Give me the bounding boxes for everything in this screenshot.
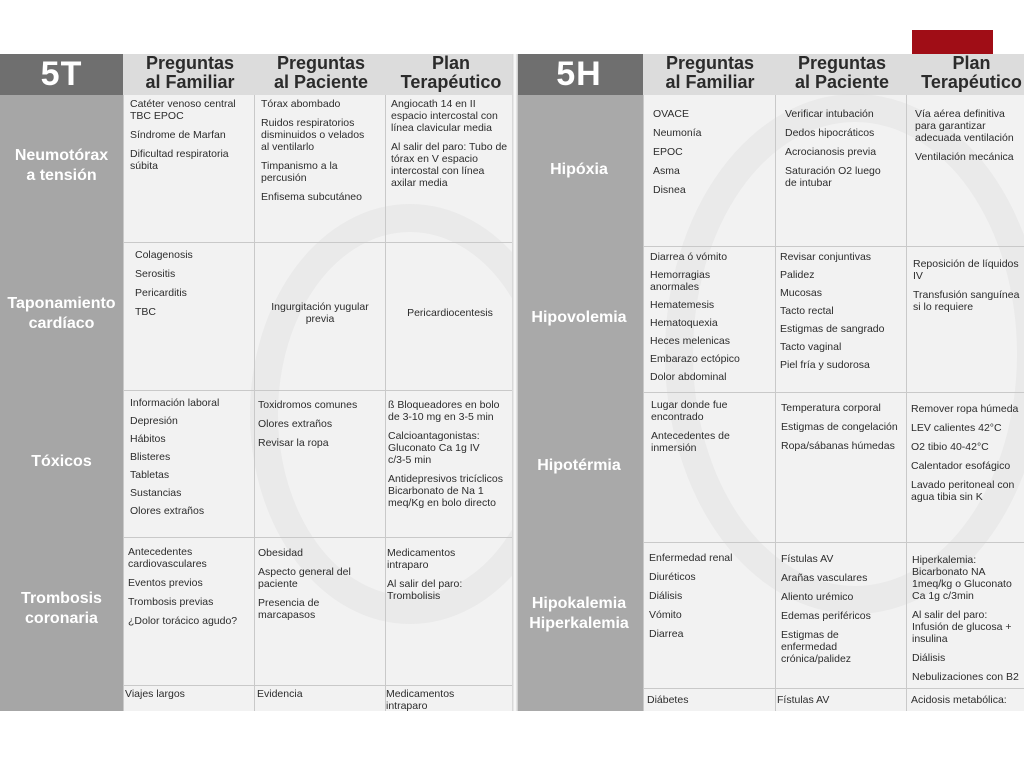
cell-item: Arañas vasculares	[781, 572, 868, 584]
cell-item: Ingurgitación yugular previa	[271, 301, 369, 325]
cell-plan	[915, 108, 1024, 170]
column-divider	[643, 95, 644, 711]
cell-paciente	[261, 98, 385, 210]
cell-item: TBC	[135, 306, 156, 318]
cell-item: Nebulizaciones con B2	[912, 671, 1019, 683]
cell-familiar	[651, 399, 775, 461]
row-divider	[643, 392, 1024, 393]
cell-item: Calcioantagonistas: Gluconato Ca 1g IV c/3-5 min	[388, 430, 480, 466]
cell-familiar	[128, 546, 254, 634]
cell-item: Heces melenicas	[650, 335, 730, 347]
cell-item: Diuréticos	[649, 571, 696, 583]
row-label-trombosis: Trombosis coronaria	[21, 590, 102, 627]
cell-item: EPOC	[653, 146, 683, 158]
header-plan-terapeutico	[909, 54, 1024, 95]
cell-item: Tórax abombado	[261, 98, 341, 110]
cell-item: Viajes largos	[125, 688, 185, 700]
cell-item: Diarrea ó vómito	[650, 251, 728, 263]
cell-paciente	[781, 553, 905, 672]
cell-item: Vía aérea definitiva para garantizar adecuada ventilación	[915, 108, 1014, 144]
cell-plan	[386, 243, 514, 390]
column-divider	[385, 95, 386, 711]
cell-plan	[388, 399, 513, 516]
cell-item: Fístulas AV	[777, 694, 830, 706]
header-label: Preguntas al Paciente	[794, 54, 890, 92]
cell-item: Hemorragias anormales	[650, 269, 711, 293]
cell-plan	[391, 98, 513, 196]
cell-item: Aspecto general del paciente	[258, 566, 351, 590]
cell-item: Aliento urémico	[781, 591, 854, 603]
cell-item: Estigmas de enfermedad crónica/palidez	[781, 629, 852, 665]
column-divider	[254, 95, 255, 711]
cell-item: Enfermedad renal	[649, 552, 733, 564]
row-divider	[123, 685, 515, 686]
cell-item: OVACE	[653, 108, 689, 120]
cell-item: Mucosas	[780, 287, 823, 299]
page-fold	[512, 54, 518, 711]
header-label: Plan Terapéutico	[400, 54, 502, 92]
cell-item: Edemas periféricos	[781, 610, 871, 622]
cell-item: Piel fría y sudorosa	[780, 359, 870, 371]
cell-item: Temperatura corporal	[781, 402, 881, 414]
cell-paciente	[255, 243, 385, 390]
cell-item: Transfusión sanguínea si lo requiere	[913, 289, 1020, 313]
cell-item: Toxidromos comunes	[258, 399, 358, 411]
cell-item: Presencia de marcapasos	[258, 597, 320, 621]
cell-item: Calentador esofágico	[911, 460, 1011, 472]
cell-item: Asma	[653, 165, 680, 177]
cell-item: Ropa/sábanas húmedas	[781, 440, 895, 452]
cell-item: Dolor abdominal	[650, 371, 727, 383]
cell-item: Pericarditis	[135, 287, 187, 299]
cell-item: Diálisis	[649, 590, 683, 602]
cell-item: Evidencia	[257, 688, 303, 700]
cell-item: Al salir del paro: Tubo de tórax en V espacio intercostal con línea axilar media	[391, 141, 508, 189]
cell-familiar	[650, 251, 774, 389]
cell-paciente	[785, 108, 905, 196]
cell-plan	[911, 694, 1024, 711]
cell-item: Tacto rectal	[780, 305, 834, 317]
cell-item: Enfisema subcutáneo	[261, 191, 362, 203]
row-divider	[123, 537, 515, 538]
cell-item: Trombosis previas	[128, 596, 214, 608]
cell-item: Al salir del paro: Infusión de glucosa + insulina	[912, 609, 1012, 645]
cell-paciente	[258, 547, 384, 628]
cell-item: Sustancias	[130, 487, 182, 499]
row-divider	[123, 390, 515, 391]
cell-item: Ruidos respiratorios disminuidos o velados al ventilarlo	[261, 117, 365, 153]
section-code: 5T	[0, 54, 123, 95]
red-corner-marker	[912, 30, 993, 54]
cell-item: Síndrome de Marfan	[130, 129, 226, 141]
cell-paciente	[258, 399, 384, 456]
cell-item: Embarazo ectópico	[650, 353, 740, 365]
cell-item: Estigmas de congelación	[781, 421, 898, 433]
row-label-hipoxia: Hipóxia	[550, 161, 608, 178]
cell-item: Timpanismo a la percusión	[261, 160, 338, 184]
cell-item: Lavado peritoneal con agua tibia sin K	[911, 479, 1015, 503]
cell-item: Catéter venoso central TBC EPOC	[130, 98, 236, 122]
header-preguntas-familiar	[645, 54, 775, 95]
header-label: Preguntas al Familiar	[145, 54, 235, 92]
cell-item: Fístulas AV	[781, 553, 834, 565]
cell-item: Reposición de líquidos IV	[913, 258, 1019, 282]
cell-item: Colagenosis	[135, 249, 193, 261]
cell-familiar	[135, 249, 253, 325]
cell-item: Palidez	[780, 269, 815, 281]
header-plan-terapeutico	[387, 54, 515, 95]
cell-item: Diábetes	[647, 694, 689, 706]
cell-plan	[911, 403, 1024, 510]
cell-item: Acrocianosis previa	[785, 146, 877, 158]
row-label-hipovolemia: Hipovolemia	[531, 309, 627, 326]
cell-item: ¿Dolor torácico agudo?	[128, 615, 238, 627]
cell-familiar	[125, 688, 254, 707]
panel-5h	[515, 54, 1024, 711]
row-label-toxicos: Tóxicos	[31, 453, 92, 470]
cell-item: Tacto vaginal	[780, 341, 842, 353]
header-preguntas-paciente	[256, 54, 386, 95]
cell-plan	[912, 554, 1024, 690]
cell-item: Revisar la ropa	[258, 437, 329, 449]
cell-item: Serositis	[135, 268, 176, 280]
cell-item: Estigmas de sangrado	[780, 323, 885, 335]
cell-item: Antecedentes cardiovasculares	[128, 546, 207, 570]
cell-item: Ventilación mecánica	[915, 151, 1014, 163]
cell-familiar	[130, 397, 254, 523]
cell-item: Verificar intubación	[785, 108, 874, 120]
cell-item: Dificultad respiratoria súbita	[130, 148, 229, 172]
row-divider	[643, 542, 1024, 543]
cell-item: Remover ropa húmeda	[911, 403, 1019, 415]
cell-item: Acidosis metabólica:	[911, 694, 1007, 706]
section-code: 5H	[515, 54, 643, 95]
column-divider	[906, 95, 907, 711]
row-label-neumotorax: Neumotórax a tensión	[14, 147, 109, 184]
cell-familiar	[130, 98, 254, 179]
cell-plan	[386, 688, 513, 711]
cell-paciente	[780, 251, 905, 377]
cell-familiar	[653, 108, 773, 203]
cell-item: Lugar donde fue encontrado	[651, 399, 728, 423]
cell-paciente	[781, 402, 905, 459]
cell-item: LEV calientes 42°C	[911, 422, 1002, 434]
cell-item: Medicamentos intraparo	[386, 688, 455, 711]
cell-item: Olores extraños	[258, 418, 333, 430]
cell-item: Revisar conjuntivas	[780, 251, 872, 263]
cell-plan	[913, 258, 1024, 320]
cell-item: ß Bloqueadores en bolo de 3-10 mg en 3-5 min	[388, 399, 500, 423]
cell-item: Angiocath 14 en II espacio intercostal con línea clavicular media	[391, 98, 498, 134]
cell-paciente	[257, 688, 383, 707]
cell-item: Vómito	[649, 609, 682, 621]
cell-item: Medicamentos intraparo	[387, 547, 456, 571]
cell-familiar	[647, 694, 773, 711]
column-divider	[775, 95, 776, 711]
cell-item: O2 tibio 40-42°C	[911, 441, 989, 453]
cell-item: Saturación O2 luego de intubar	[785, 165, 881, 189]
row-divider	[643, 246, 1024, 247]
cell-item: Olores extraños	[130, 505, 205, 517]
cell-item: Neumonía	[653, 127, 702, 139]
column-divider	[123, 95, 124, 711]
cell-item: Disnea	[653, 184, 686, 196]
cell-item: Antidepresivos tricíclicos Bicarbonato de Na 1 meq/Kg en bolo directo	[388, 473, 503, 509]
cell-item: Depresión	[130, 415, 178, 427]
header-label: Preguntas al Familiar	[665, 54, 755, 92]
cell-familiar	[649, 552, 773, 647]
panel-5t	[0, 54, 515, 711]
cell-item: Hiperkalemia: Bicarbonato NA 1meq/kg o Gluconato Ca 1g c/3min	[912, 554, 1012, 602]
row-label-taponamiento: Taponamiento cardíaco	[7, 295, 116, 332]
cell-item: Antecedentes de inmersión	[651, 430, 730, 454]
cell-item: Obesidad	[258, 547, 303, 559]
cell-item: Blisteres	[130, 451, 171, 463]
row-label-hipo-hiperkalemia: Hipokalemia Hiperkalemia	[529, 595, 629, 632]
cell-item: Tabletas	[130, 469, 170, 481]
row-label-hipotermia: Hipotérmia	[537, 457, 621, 474]
scanned-reference-chart	[0, 54, 1024, 711]
cell-item: Hábitos	[130, 433, 166, 445]
header-preguntas-familiar	[125, 54, 255, 95]
cell-item: Pericardiocentesis	[407, 307, 493, 319]
header-label: Plan Terapéutico	[921, 54, 1022, 92]
header-preguntas-paciente	[777, 54, 907, 95]
cell-item: Dedos hipocráticos	[785, 127, 875, 139]
cell-item: Hematoquexia	[650, 317, 718, 329]
cell-item: Al salir del paro: Trombolisis	[387, 578, 463, 602]
cell-item: Información laboral	[130, 397, 220, 409]
cell-paciente	[777, 694, 905, 711]
cell-plan	[387, 547, 513, 609]
cell-item: Hematemesis	[650, 299, 715, 311]
header-label: Preguntas al Paciente	[273, 54, 369, 92]
cell-item: Diálisis	[912, 652, 946, 664]
cell-item: Diarrea	[649, 628, 684, 640]
cell-item: Eventos previos	[128, 577, 203, 589]
